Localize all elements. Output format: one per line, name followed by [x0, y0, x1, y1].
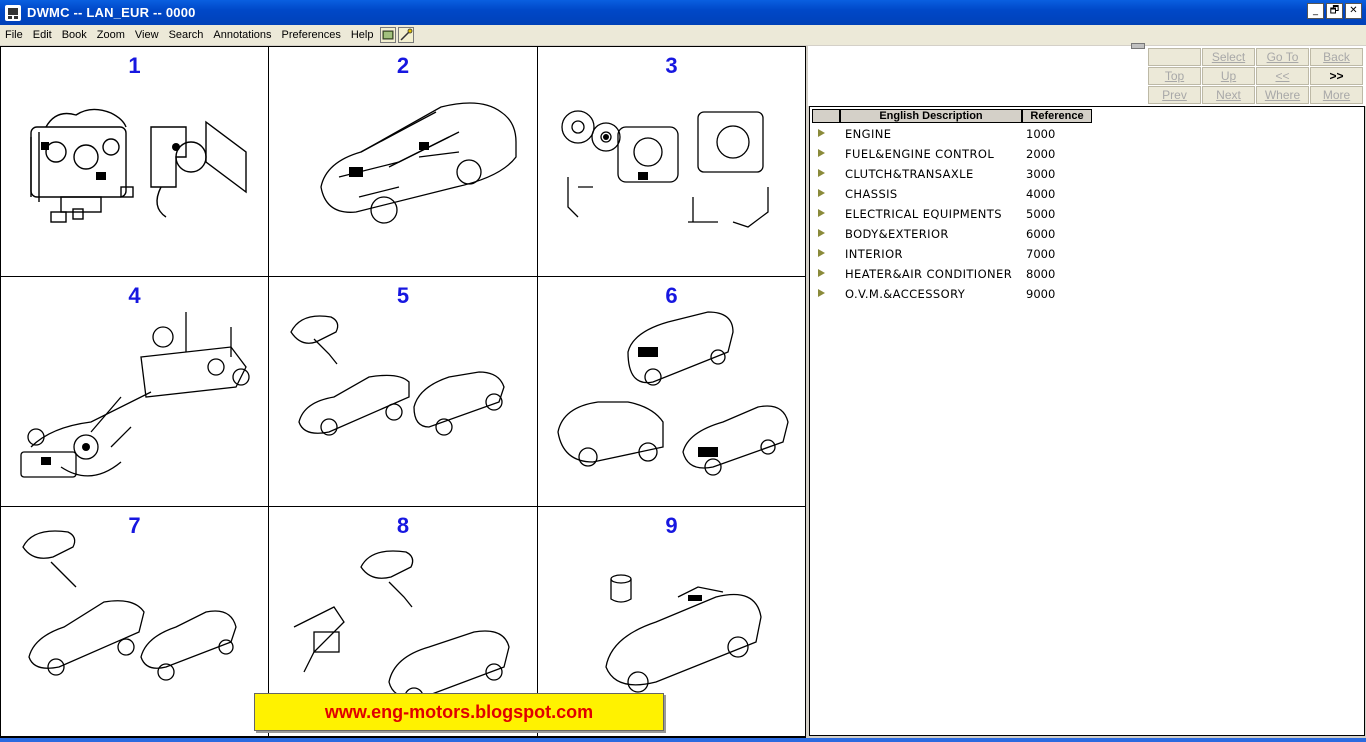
menu-edit[interactable]: Edit [32, 29, 52, 41]
item-description: CLUTCH&TRANSAXLE [845, 167, 974, 181]
up-button[interactable]: Up [1202, 67, 1255, 85]
cell-number: 8 [396, 513, 410, 538]
play-arrow-icon [818, 209, 825, 217]
item-reference: 2000 [1026, 147, 1056, 161]
grid-cell-engine[interactable] [1, 47, 269, 277]
taskbar-edge [0, 738, 1366, 742]
menu-book[interactable]: Book [61, 29, 87, 41]
item-description: HEATER&AIR CONDITIONER [845, 267, 1013, 281]
menu-zoom[interactable]: Zoom [96, 29, 125, 41]
grid-cell-clutch-transaxle[interactable] [538, 47, 806, 277]
header-reference[interactable]: Reference [1022, 109, 1092, 123]
list-item[interactable] [810, 205, 1364, 225]
menu-view[interactable]: View [134, 29, 159, 41]
fuel-system-illustration [269, 47, 538, 277]
grid-cell-electrical[interactable] [269, 277, 538, 507]
item-reference: 3000 [1026, 167, 1056, 181]
menu-help[interactable]: Help [350, 29, 374, 41]
list-item[interactable] [810, 185, 1364, 205]
next-button[interactable]: Next [1202, 86, 1255, 104]
header-description[interactable]: English Description [840, 109, 1022, 123]
body-exterior-illustration [538, 277, 806, 507]
list-item[interactable] [810, 165, 1364, 185]
grid-cell-body-exterior[interactable] [538, 277, 806, 507]
minimize-button[interactable]: _ [1307, 3, 1324, 19]
list-header [812, 109, 1092, 123]
play-arrow-icon [818, 269, 825, 277]
previous-page-button[interactable]: << [1256, 67, 1309, 85]
cell-number: 6 [665, 283, 678, 308]
list-item[interactable] [810, 225, 1364, 245]
item-description: O.V.M.&ACCESSORY [845, 287, 966, 301]
splitter-handle[interactable] [1131, 43, 1145, 49]
item-description: FUEL&ENGINE CONTROL [845, 147, 995, 161]
title-bar[interactable] [0, 0, 1366, 25]
cell-number: 9 [665, 513, 678, 538]
play-arrow-icon [818, 249, 825, 257]
item-reference: 5000 [1026, 207, 1056, 221]
item-reference: 8000 [1026, 267, 1056, 281]
menu-bar [0, 25, 1366, 45]
prev-button[interactable]: Prev [1148, 86, 1201, 104]
play-arrow-icon [818, 189, 825, 197]
transaxle-illustration [538, 47, 806, 277]
watermark-banner [254, 693, 664, 731]
cell-number: 4 [128, 283, 141, 308]
list-item[interactable] [810, 285, 1364, 305]
item-description: CHASSIS [845, 187, 898, 201]
cell-number: 5 [396, 283, 410, 308]
top-button[interactable]: Top [1148, 67, 1201, 85]
grid-cell-fuel-control[interactable] [269, 47, 538, 277]
play-arrow-icon [818, 149, 825, 157]
pointer-tool-icon[interactable] [398, 27, 414, 43]
item-reference: 7000 [1026, 247, 1056, 261]
play-arrow-icon [818, 289, 825, 297]
list-item[interactable] [810, 265, 1364, 285]
menu-file[interactable]: File [5, 29, 23, 41]
item-description: ENGINE [845, 127, 892, 141]
window-title: DWMC -- LAN_EUR -- 0000 [27, 5, 196, 20]
list-item[interactable] [810, 145, 1364, 165]
section-list [809, 106, 1365, 736]
watermark-text: www.eng-motors.blogspot.com [324, 701, 594, 722]
play-arrow-icon [818, 229, 825, 237]
cell-number: 1 [128, 53, 141, 78]
select-button[interactable]: Select [1202, 48, 1255, 66]
item-reference: 1000 [1026, 127, 1056, 141]
cell-number: 2 [396, 53, 410, 78]
item-reference: 6000 [1026, 227, 1056, 241]
play-arrow-icon [818, 169, 825, 177]
cell-number: 7 [128, 513, 141, 538]
nav-blank-button [1148, 48, 1201, 66]
menu-annotations[interactable]: Annotations [213, 29, 272, 41]
electrical-illustration [269, 277, 538, 507]
next-page-button[interactable]: >> [1310, 67, 1363, 85]
close-button[interactable]: ✕ [1345, 3, 1362, 19]
item-description: BODY&EXTERIOR [845, 227, 949, 241]
restore-button[interactable]: 🗗 [1326, 3, 1343, 19]
item-reference: 4000 [1026, 187, 1056, 201]
header-marker-column[interactable] [812, 109, 840, 123]
list-item[interactable] [810, 125, 1364, 145]
more-button[interactable]: More [1310, 86, 1363, 104]
annotation-tool-icon[interactable] [380, 27, 396, 43]
back-button[interactable]: Back [1310, 48, 1363, 66]
item-description: INTERIOR [845, 247, 903, 261]
goto-button[interactable]: Go To [1256, 48, 1309, 66]
engine-illustration [1, 47, 269, 277]
play-arrow-icon [818, 129, 825, 137]
grid-cell-chassis[interactable] [1, 277, 269, 507]
interior-illustration [1, 507, 269, 737]
menu-search[interactable]: Search [168, 29, 204, 41]
section-grid [0, 46, 806, 738]
menu-preferences[interactable]: Preferences [281, 29, 341, 41]
item-description: ELECTRICAL EQUIPMENTS [845, 207, 1002, 221]
where-button[interactable]: Where [1256, 86, 1309, 104]
item-reference: 9000 [1026, 287, 1056, 301]
list-item[interactable] [810, 245, 1364, 265]
cell-number: 3 [665, 53, 678, 78]
chassis-illustration [1, 277, 269, 507]
grid-cell-interior[interactable] [1, 507, 269, 737]
app-icon[interactable] [5, 5, 21, 21]
